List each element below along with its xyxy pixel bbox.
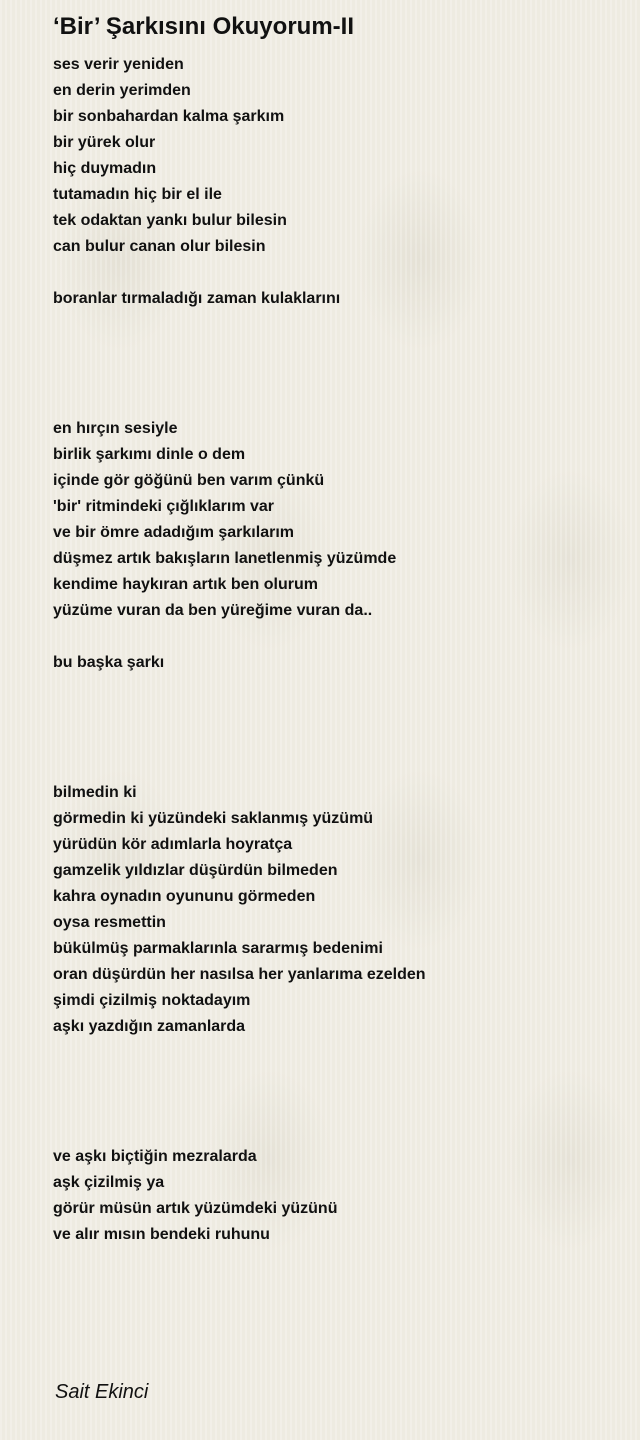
- poem-line: boranlar tırmaladığı zaman kulaklarını: [53, 290, 341, 307]
- poem-line: tek odaktan yankı bulur bilesin: [53, 212, 287, 229]
- poem-line: birlik şarkımı dinle o dem: [53, 446, 246, 463]
- poem-line: görür müsün artık yüzümdeki yüzünü: [53, 1200, 338, 1217]
- poem-title: ‘Bir’ Şarkısını Okuyorum-II: [53, 13, 354, 40]
- poem-line: ses verir yeniden: [53, 56, 184, 73]
- stanza-spacer: [53, 676, 613, 780]
- poem-line: en hırçın sesiyle: [53, 420, 178, 437]
- poem-line: oysa resmettin: [53, 914, 166, 931]
- poem-line: bilmedin ki: [53, 784, 137, 801]
- poem-line: en derin yerimden: [53, 82, 191, 99]
- poem-line: hiç duymadın: [53, 160, 157, 177]
- poem-line: ve alır mısın bendeki ruhunu: [53, 1226, 270, 1243]
- poem-line: tutamadın hiç bir el ile: [53, 186, 222, 203]
- poem-line: kendime haykıran artık ben olurum: [53, 576, 318, 593]
- poem-line: can bulur canan olur bilesin: [53, 238, 266, 255]
- poem-line: aşkı yazdığın zamanlarda: [53, 1018, 246, 1035]
- stanza-spacer: [53, 1040, 613, 1144]
- stanza: [53, 52, 613, 260]
- stanza-spacer: [53, 624, 613, 650]
- author-name: Sait Ekinci: [55, 1381, 149, 1403]
- stanza: [53, 416, 613, 624]
- poem-line: bükülmüş parmaklarınla sararmış bedenimi: [53, 940, 383, 957]
- poem-line: yürüdün kör adımlarla hoyratça: [53, 836, 293, 853]
- poem-line: düşmez artık bakışların lanetlenmiş yüzümde: [53, 550, 397, 567]
- poem-line: içinde gör göğünü ben varım çünkü: [53, 472, 325, 489]
- stanza: [53, 286, 613, 312]
- poem-body: [53, 52, 613, 1248]
- stanza: [53, 1144, 613, 1248]
- poem-line: ve bir ömre adadığım şarkılarım: [53, 524, 294, 541]
- poem-line: bu başka şarkı: [53, 654, 165, 671]
- poem-line: aşk çizilmiş ya: [53, 1174, 165, 1191]
- stanza: [53, 650, 613, 676]
- stanza-spacer: [53, 260, 613, 286]
- poem-line: gamzelik yıldızlar düşürdün bilmeden: [53, 862, 338, 879]
- poem-line: şimdi çizilmiş noktadayım: [53, 992, 251, 1009]
- poem-line: 'bir' ritmindeki çığlıklarım var: [53, 498, 275, 515]
- poem-line: bir yürek olur: [53, 134, 156, 151]
- poem-line: yüzüme vuran da ben yüreğime vuran da..: [53, 602, 373, 619]
- poem-line: görmedin ki yüzündeki saklanmış yüzümü: [53, 810, 374, 827]
- poem-line: ve aşkı biçtiğin mezralarda: [53, 1148, 257, 1165]
- poem-line: kahra oynadın oyununu görmeden: [53, 888, 316, 905]
- poem-line: bir sonbahardan kalma şarkım: [53, 108, 285, 125]
- stanza: [53, 780, 613, 1040]
- poem-line: oran düşürdün her nasılsa her yanlarıma ezelden: [53, 966, 426, 983]
- stanza-spacer: [53, 312, 613, 416]
